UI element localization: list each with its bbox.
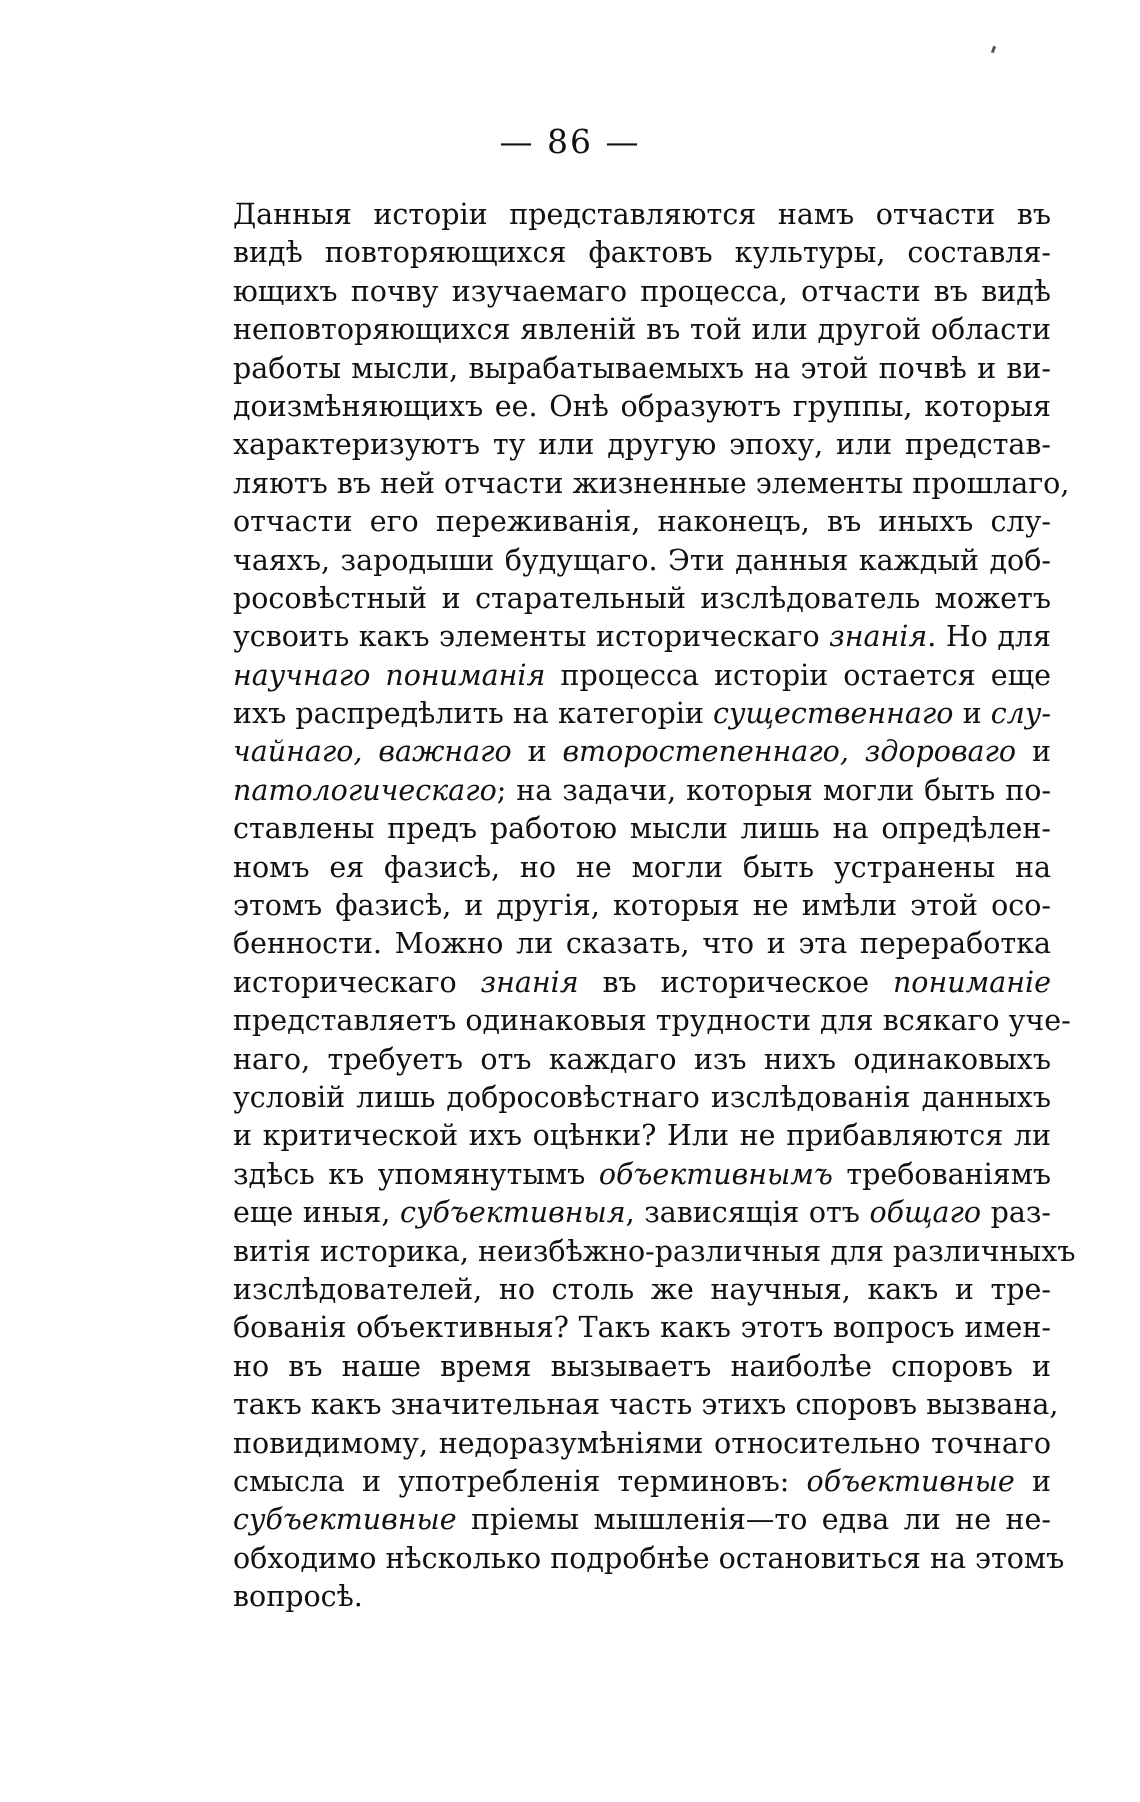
italic-term: слу- [990,697,1051,731]
text-segment: бованія объективныя? Такъ какъ этотъ вопросъ имен- [233,1311,1051,1345]
text-segment: но въ наше время вызываетъ наиболѣе споровъ и [233,1349,1051,1383]
text-segment: витія историка, неизбѣжно-различныя для различныхъ [233,1234,1076,1268]
page-number: — 86 — [499,122,641,161]
text-line [233,1309,1051,1347]
text-line [233,388,1051,426]
text-segment: ставлены предъ работою мысли лишь на опредѣлен- [233,812,1051,846]
text-line [233,1079,1051,1117]
text-segment: чаяхъ, зародыши будущаго. Эти данныя каждый доб- [233,543,1051,577]
text-segment: въ историческое [578,965,893,999]
text-segment: историческаго [233,965,481,999]
italic-term: пониманіе [892,965,1051,999]
text-line [233,1041,1051,1079]
text-line [233,350,1051,388]
italic-term: чайнаго, важнаго [233,735,512,769]
text-line [233,503,1051,541]
text-line [233,542,1051,580]
italic-term: существеннаго [713,697,954,731]
text-line [233,1233,1076,1271]
text-line [233,1540,1065,1578]
italic-term: общаго [869,1196,982,1230]
text-line [233,887,1051,925]
text-segment: представляетъ одинаковыя трудности для всякаго уче- [233,1004,1071,1038]
text-segment: и критической ихъ оцѣнки? Или не прибавляются ли [233,1119,1051,1153]
text-segment: ; на задачи, которыя могли быть по- [496,773,1051,807]
text-line [233,964,1051,1002]
text-line [233,695,1051,733]
text-line [233,657,1051,695]
text-segment: работы мысли, вырабатываемыхъ на этой почвѣ и ви- [233,351,1051,385]
text-segment: ляютъ въ ней отчасти жизненные элементы прошлаго, [233,466,1070,500]
text-segment: характеризуютъ ту или другую эпоху, или представ- [233,428,1051,462]
text-line [233,1002,1071,1040]
italic-term: объективнымъ [598,1157,833,1191]
text-line [233,1578,1051,1616]
text-line [233,772,1051,810]
text-segment: смысла и употребленія терминовъ: [233,1464,807,1498]
text-line [233,273,1051,311]
text-segment: доизмѣняющихъ ее. Онѣ образуютъ группы, которыя [233,389,1051,423]
italic-term: знанія [480,965,579,999]
text-segment: и [511,735,563,769]
text-line [233,1386,1059,1424]
text-line [233,1348,1051,1386]
italic-term: второстепеннаго, здороваго [562,735,1017,769]
body-paragraph [233,196,1076,1616]
text-segment: пріемы мышленія—то едва ли не не- [456,1503,1051,1537]
text-segment: требованіямъ [832,1157,1051,1191]
text-line [233,234,1051,272]
text-segment: усвоить какъ элементы историческаго [233,620,830,654]
text-line [233,465,1070,503]
text-segment: обходимо нѣсколько подробнѣе остановиться на этомъ [233,1541,1065,1575]
text-line [233,311,1051,349]
italic-term: научнаго пониманія [233,658,546,692]
italic-term: субъективные [233,1503,457,1537]
text-segment: раз- [981,1196,1052,1230]
italic-term: патологическаго [233,773,497,807]
text-line [233,810,1051,848]
text-segment: и [1014,1464,1051,1498]
scan-speck [991,46,996,54]
text-line [233,849,1051,887]
text-line [233,1156,1051,1194]
italic-term: субъективныя [400,1196,626,1230]
text-segment: отчасти его переживанія, наконецъ, въ иныхъ слу- [233,505,1051,539]
text-segment: ющихъ почву изучаемаго процесса, отчасти въ видѣ [233,274,1051,308]
text-segment: вопросѣ. [233,1580,363,1614]
text-segment: видѣ повторяющихся фактовъ культуры, составля- [233,236,1051,270]
italic-term: объективные [806,1464,1015,1498]
text-segment: бенности. Можно ли сказать, что и эта переработка [233,927,1051,961]
text-line [233,733,1051,771]
text-segment: повидимому, недоразумѣніями относительно точнаго [233,1426,1051,1460]
text-line [233,1501,1051,1539]
text-segment: этомъ фазисѣ, и другія, которыя не имѣли этой осо- [233,889,1051,923]
text-segment: здѣсь къ упомянутымъ [233,1157,599,1191]
italic-term: знанія [829,620,928,654]
text-line [233,1271,1051,1309]
text-segment: изслѣдователей, но столь же научныя, какъ и тре- [233,1272,1051,1306]
text-segment: наго, требуетъ отъ каждаго изъ нихъ одинаковыхъ [233,1042,1051,1076]
text-line [233,1194,1051,1232]
text-segment: процесса исторіи остается еще [545,658,1051,692]
text-line [233,618,1051,656]
text-line [233,426,1051,464]
text-segment: , зависящія отъ [625,1196,870,1230]
text-line [233,196,1051,234]
text-segment: еще иныя, [233,1196,401,1230]
text-segment: Данныя исторіи представляются намъ отчасти въ [233,198,1051,231]
text-line [233,925,1051,963]
text-line [233,1463,1051,1501]
text-line [233,580,1051,618]
text-segment: номъ ея фазисѣ, но не могли быть устранены на [233,850,1051,884]
text-segment: неповторяющихся явленій въ той или другой области [233,313,1051,347]
text-segment: росовѣстный и старательный изслѣдователь можетъ [233,581,1051,615]
text-line [233,1425,1051,1463]
text-segment: ихъ распредѣлить на категоріи [233,697,714,731]
text-segment: . Но для [927,620,1051,654]
text-segment: и [953,697,991,731]
text-segment: условій лишь добросовѣстнаго изслѣдованія данныхъ [233,1080,1051,1114]
text-segment: такъ какъ значительная часть этихъ споровъ вызвана, [233,1388,1059,1422]
text-line [233,1117,1051,1155]
text-segment: и [1016,735,1051,769]
